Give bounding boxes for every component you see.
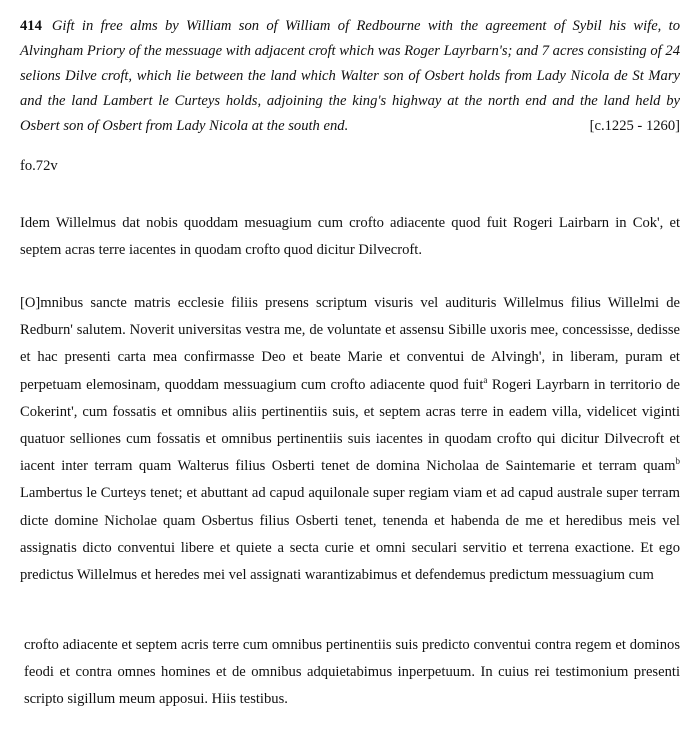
- entry-heading: [20, 14, 680, 139]
- charter-part-1: [O]mnibus sancte matris ecclesie filiis presens scriptum visuris vel audituris Willelmus filius Willelmi de Redburn' salutem. Noverit universitas vestra me, de voluntate et assensu Sibille uxoris mee, concessisse, dedisse et hac presenti carta mea confirmasse Deo et beate Marie et conventui de Alvingh', in liberam, puram et perpetuam elemosinam, quoddam messuagium cum crofto adiacente quod fuit: [20, 295, 680, 393]
- entry-heading-text: Gift in free alms by William son of William of Redbourne with the agreement of Sybil his wife, to Alvingham Priory of the messuage with adjacent croft which was Roger Layrbarn's; and 7 acres consisting of 24 selions Dilve croft, which lie between the land which Walter son of Osbert holds from Lady Nicola de St Mary and the land Lambert le Curteys holds, adjoining the king's highway at the north end and the land held by Osbert son of Osbert from Lady Nicola at the south end.: [20, 18, 680, 134]
- charter-part-2: Rogeri Layrbarn in territorio de Cokerint', cum fossatis et omnibus aliis pertinentiis suis, et septem acras terre in eadem villa, videlicet viginti quatuor selliones cum fossatis et omnibus pertinentiis suis iacentes in quodam crofto qui dicitur Dilvecroft et iacent inter terram quam Walterus filius Osberti tenet de domina Nicholaa de Saintemarie et terram quam: [20, 376, 681, 475]
- entry-number: 414: [20, 18, 42, 34]
- footnote-marker-b: b: [675, 456, 680, 467]
- charter-text-continued: crofto adiacente et septem acris terre cum omnibus pertinentiis suis predicto conventui contra regem et dominos feodi et contra omnes homines et de omnibus adquietabimus inperpetuum. In cuius rei testimonium presenti scripto sigillum meum apposui. Hiis testibus.: [24, 637, 680, 708]
- charter-part-3: Lambertus le Curteys tenet; et abuttant ad capud aquilonale super regiam viam et ad capud australe super terram dicte domine Nicholae quam Osbertus filius Osberti tenet, tenenda et habenda de me et heredibus meis vel assignatis dicto conventui libere et quiete a secta curie et omni seculari servitio et terrena exactione. Et ego predictus Willelmus et heredes mei vel assignati warantizabimus et defendemus predictum messuagium cum: [20, 485, 680, 584]
- entry-date: [c.1225 - 1260]: [589, 118, 680, 134]
- latin-summary: Idem Willelmus dat nobis quoddam mesuagium cum crofto adiacente quod fuit Rogeri Lairbarn in Cok', et septem acras terre iacentes in quodam crofto quod dicitur Dilvecroft.: [20, 215, 680, 258]
- footnote-marker-a: a: [483, 374, 488, 385]
- folio-reference: fo.72v: [20, 158, 58, 174]
- charter-text: [20, 290, 680, 589]
